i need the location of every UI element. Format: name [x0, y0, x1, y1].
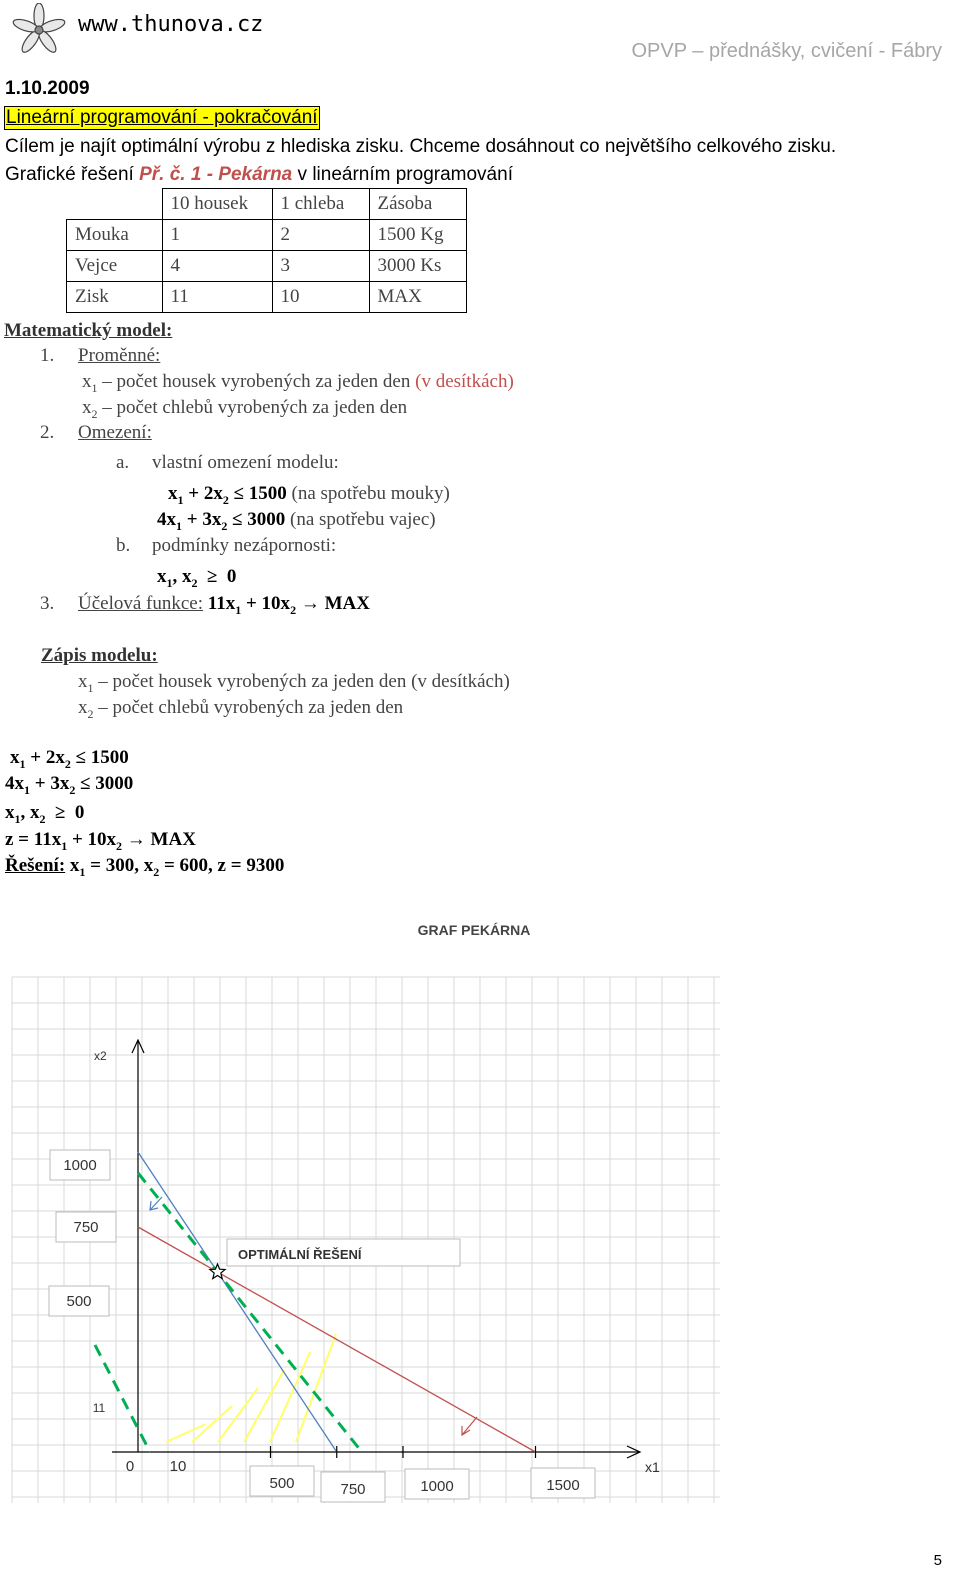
variables-title: Proměnné:: [78, 345, 161, 366]
own-constraints-label: vlastní omezení modelu:: [152, 452, 339, 473]
zapis-x2: $x_2$ – počet chlebů vyrobených za jeden den: [78, 697, 404, 721]
x-axis-label: x1: [645, 1459, 660, 1475]
x2-definition: $x_2$ – počet chlebů vyrobených za jeden den: [82, 397, 408, 421]
nonnegativity-constraint: $x_1$, $x_2 \ge 0$: [157, 566, 237, 590]
optimum-star-icon: [210, 1264, 225, 1279]
hatch-line: [270, 1352, 310, 1442]
y-tick-label: 11: [92, 1401, 106, 1415]
section-heading: Lineární programování - pokračování: [6, 107, 318, 128]
flour-direction-arrow: [462, 1417, 477, 1435]
chart-title: GRAF PEKÁRNA: [417, 922, 531, 938]
constraint-flour: $x_1 + 2x_2 \le 1500$ (na spotřebu mouky): [168, 483, 450, 507]
lecture-date: 1.10.2009: [5, 78, 90, 99]
x-tick-label: 0: [125, 1458, 135, 1475]
objective-function: Účelová funkce: $11x_1 + 10x_2$ → MAX: [78, 593, 370, 617]
summary-nonneg: $x_1$, $x_2 \ge 0$: [5, 802, 85, 826]
optimum-annotation: OPTIMÁLNÍ ŘEŠENÍ: [238, 1247, 362, 1262]
constraint-eggs: $4x_1 + 3x_2 \le 3000$ (na spotřebu vajec): [157, 509, 436, 533]
y-axis-label: x2: [94, 1049, 107, 1063]
course-title: OPVP – přednášky, cvičení - Fábry: [631, 40, 942, 62]
table-row: 10 housek 1 chleba Zásoba: [67, 189, 467, 220]
flower-logo-icon: [10, 3, 68, 58]
hatch-line: [244, 1370, 284, 1442]
objective-line-optimal: [138, 1173, 362, 1452]
hatch-line: [192, 1406, 232, 1442]
page-number: 5: [933, 1552, 942, 1569]
summary-objective: $z = 11x_1 + 10x_2$ → MAX: [5, 829, 196, 853]
hatch-line: [296, 1334, 336, 1442]
constraints-title: Omezení:: [78, 422, 152, 443]
model-title: Matematický model:: [4, 320, 173, 341]
feasible-region-hatching: [166, 1334, 336, 1442]
nonnegativity-label: podmínky nezápornosti:: [152, 535, 337, 556]
summary-eggs: $4x_1 + 3x_2 \le 3000$: [5, 773, 134, 797]
x-tick-label: 750: [340, 1481, 366, 1498]
summary-solution: Řešení: $x_1 = 300$, $x_2 = 600$, z = 9300: [5, 855, 285, 879]
y-tick-label: 750: [73, 1219, 99, 1236]
x1-definition: $x_1$ – počet housek vyrobených za jeden den (v desítkách): [82, 371, 514, 395]
zapis-title: Zápis modelu:: [41, 645, 158, 666]
input-table: [66, 188, 467, 313]
logo-text: www.thunova.cz: [78, 12, 264, 37]
y-tick-label: 500: [66, 1293, 92, 1310]
x-tick-label: 500: [269, 1475, 295, 1492]
x-tick-label: 1000: [420, 1478, 454, 1495]
table-row: Vejce 4 3 3000 Ks: [67, 251, 467, 282]
example-link: Př. č. 1 - Pekárna: [139, 164, 293, 185]
table-row: Zisk 11 10 MAX: [67, 282, 467, 313]
hatch-line: [166, 1424, 206, 1442]
hatch-line: [218, 1388, 258, 1442]
x-tick-label: 1500: [546, 1477, 580, 1494]
summary-flour: $x_1 + 2x_2 \le 1500$: [10, 747, 129, 771]
x-tick-label: 10: [169, 1458, 187, 1475]
table-row: Mouka 1 2 1500 Kg: [67, 220, 467, 251]
graph-pekarna: [0, 905, 960, 1515]
y-tick-label: 1000: [63, 1157, 97, 1174]
intro-paragraph: Cílem je najít optimální výrobu z hlediska zisku. Chceme dosáhnout co největšího celkového zisku.: [5, 136, 837, 157]
graphic-solution-line: Grafické řešení Př. č. 1 - Pekárna v lineárním programování: [5, 164, 513, 185]
zapis-x1: $x_1$ – počet housek vyrobených za jeden den (v desítkách): [78, 671, 510, 695]
